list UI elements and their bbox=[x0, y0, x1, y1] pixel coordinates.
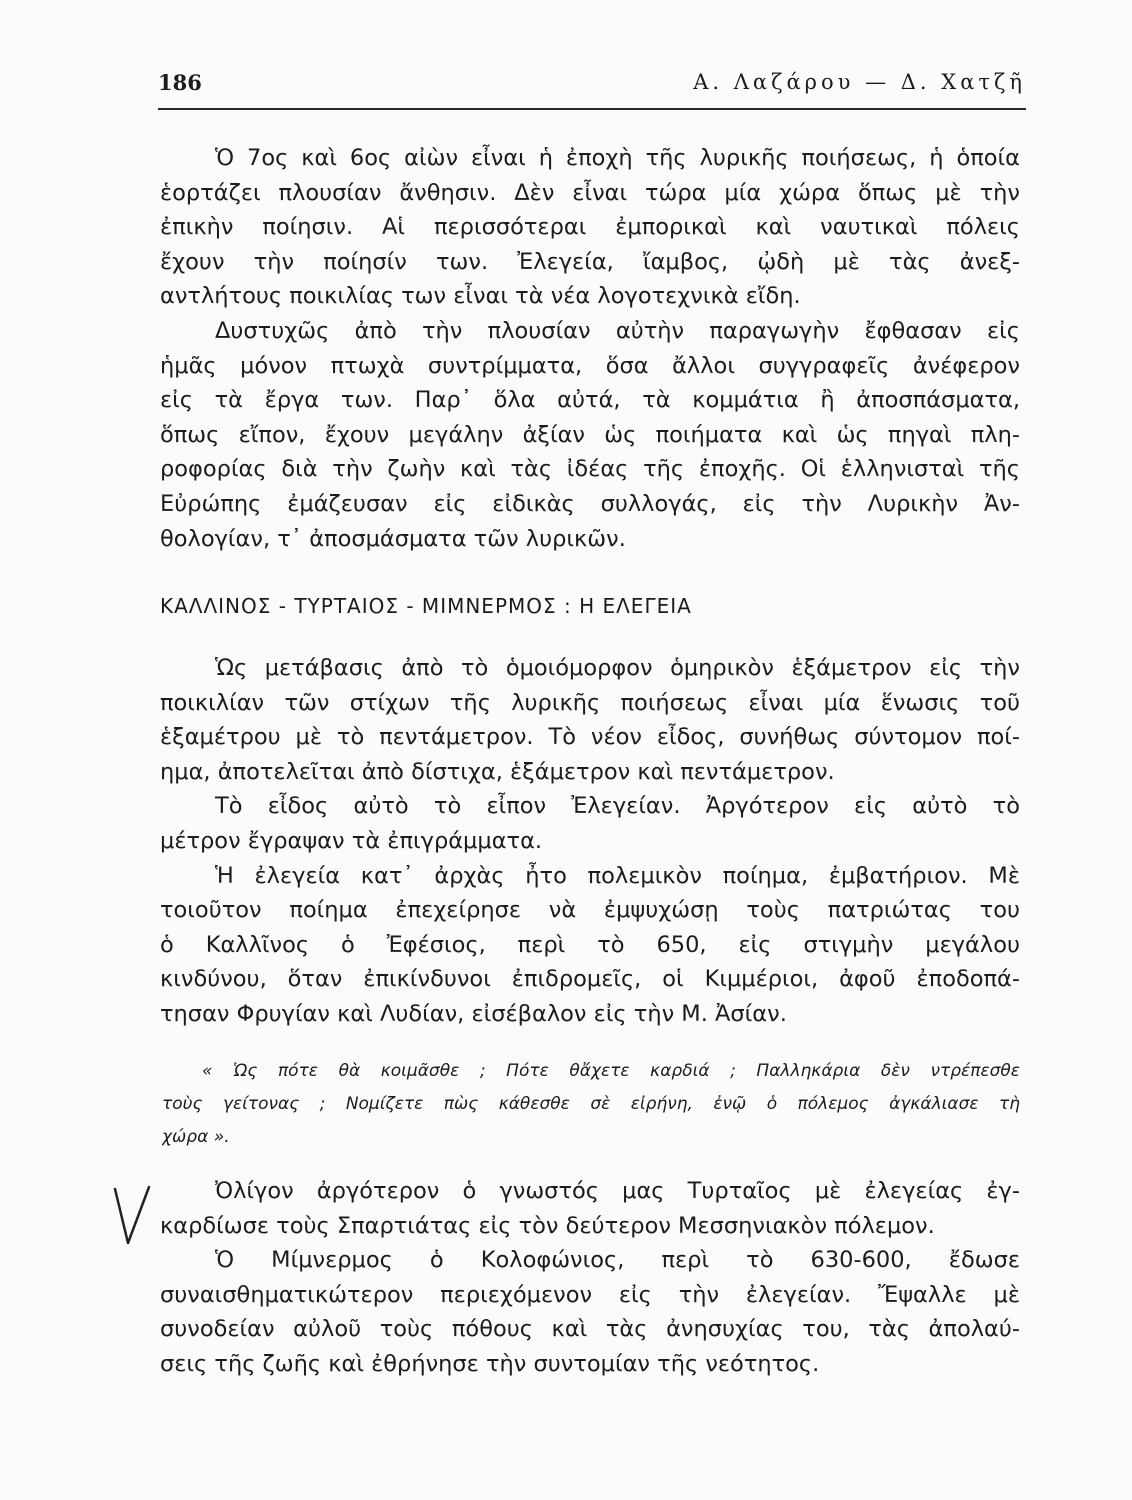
handwritten-check-mark bbox=[112, 1185, 152, 1247]
text-line: ἑξαμέτρου μὲ τὸ πεντάμετρον. Τὸ νέον εἶδος, συνήθως σύντομον ποί- bbox=[160, 724, 1020, 751]
text-line: Ὀλίγον ἀργότερον ὁ γνωστός μας Τυρταῖος μὲ ἐλεγείας ἐγ- bbox=[215, 1178, 1020, 1204]
text-line: ποικιλίαν τῶν στίχων τῆς λυρικῆς ποιήσεως εἶναι μία ἕνωσις τοῦ bbox=[160, 689, 1020, 716]
text-line: θολογίαν, τ᾽ ἀποσμάσματα τῶν λυρικῶν. bbox=[160, 525, 626, 552]
text-line: Τὸ εἶδος αὐτὸ τὸ εἶπον Ἐλεγείαν. Ἀργότερον εἰς αὐτὸ τὸ bbox=[215, 793, 1020, 820]
section-3 bbox=[160, 1174, 1020, 1382]
text-line: ἡμᾶς μόνον πτωχὰ συντρίμματα, ὅσα ἄλλοι συγγραφεῖς ἀνέφερον bbox=[160, 352, 1020, 379]
text-line: Ὁ Μίμνερμος ὁ Κολοφώνιος, περὶ τὸ 630-600, ἔδωσε bbox=[215, 1247, 1020, 1274]
text-line: ἐπικὴν ποίησιν. Αἱ περισσότεραι ἐμπορικαὶ καὶ ναυτικαὶ πόλεις bbox=[160, 214, 1020, 241]
text-line: Ἡ ἐλεγεία κατ᾽ ἀρχὰς ἦτο πολεμικὸν ποίημα, ἐμβατήριον. Μὲ bbox=[215, 862, 1020, 889]
quote-block bbox=[162, 1055, 1020, 1154]
text-line: εἰς τὰ ἔργα των. Παρ᾽ ὅλα αὐτά, τὰ κομμάτια ἢ ἀποσπάσματα, bbox=[160, 387, 1020, 414]
text-line: ὅπως εἴπον, ἔχουν μεγάλην ἀξίαν ὡς ποιήματα καὶ ὡς πηγαὶ πλη- bbox=[160, 421, 1020, 448]
text-line: ημα, ἀποτελεῖται ἀπὸ δίστιχα, ἑξάμετρον καὶ πεντάμετρον. bbox=[160, 758, 835, 785]
text-line: Ὡς μετάβασις ἀπὸ τὸ ὁμοιόμορφον ὁμηρικὸν ἑξάμετρον εἰς τὴν bbox=[215, 655, 1020, 681]
text-line: ὁ Καλλῖνος ὁ Ἐφέσιος, περὶ τὸ 650, εἰς στιγμὴν μεγάλου bbox=[160, 931, 1020, 958]
text-line: Ὁ 7ος καὶ 6ος αἰὼν εἶναι ἡ ἐποχὴ τῆς λυρικῆς ποιήσεως, ἡ ὁποία bbox=[215, 145, 1020, 171]
text-line: ἔχουν τὴν ποίησίν των. Ἐλεγεία, ἴαμβος, ᾠδὴ μὲ τὰς ἀνεξ- bbox=[160, 248, 1020, 275]
text-line: τοιοῦτον ποίημα ἐπεχείρησε νὰ ἐμψυχώσῃ τοὺς πατριώτας του bbox=[160, 897, 1020, 924]
quote-line: « Ὡς πότε θὰ κοιμᾶσθε ; Πότε θἄχετε καρδιά ; Παλληκάρια δὲν ντρέπεσθε bbox=[202, 1061, 1020, 1081]
section-heading: ΚΑΛΛΙΝΟΣ - ΤΥΡΤΑΙΟΣ - ΜΙΜΝΕΡΜΟΣ : Η ΕΛΕΓΕΙΑ bbox=[160, 594, 692, 618]
text-line: ἑορτάζει πλουσίαν ἄνθησιν. Δὲν εἶναι τώρα μία χώρα ὅπως μὲ τὴν bbox=[160, 179, 1020, 206]
text-line: Δυστυχῶς ἀπὸ τὴν πλουσίαν αὐτὴν παραγωγὴν ἔφθασαν εἰς bbox=[215, 317, 1020, 344]
text-line: σεις τῆς ζωῆς καὶ ἐθρήνησε τὴν συντομίαν τῆς νεότητος. bbox=[160, 1350, 820, 1377]
text-line: αντλήτους ποικιλίας των εἶναι τὰ νέα λογοτεχνικὰ εἴδη. bbox=[160, 283, 801, 310]
text-line: μέτρον ἔγραψαν τὰ ἐπιγράμματα. bbox=[160, 827, 543, 854]
text-line: Εὐρώπης ἐμάζευσαν εἰς εἰδικὰς συλλογάς, εἰς τὴν Λυρικὴν Ἀν- bbox=[160, 490, 1020, 517]
section-1 bbox=[160, 141, 1020, 556]
text-line: κινδύνου, ὅταν ἐπικίνδυνοι ἐπιδρομεῖς, οἱ Κιμμέριοι, ἀφοῦ ἐποδοπά- bbox=[160, 966, 1020, 993]
text-line: τησαν Φρυγίαν καὶ Λυδίαν, εἰσέβαλον εἰς τὴν Μ. Ἀσίαν. bbox=[160, 1000, 787, 1027]
quote-line: τοὺς γείτονας ; Νομίζετε πὼς κάθεσθε σὲ εἰρήνη, ἐνῷ ὁ πόλεμος ἀγκάλιασε τὴ bbox=[162, 1094, 1020, 1114]
page-header bbox=[158, 70, 1026, 110]
text-line: συναισθηματικώτερον περιεχόμενον εἰς τὴν ἐλεγείαν. Ἔψαλλε μὲ bbox=[160, 1281, 1020, 1308]
text-line: ροφορίας διὰ τὴν ζωὴν καὶ τὰς ἰδέας τῆς ἐποχῆς. Οἱ ἑλληνισταὶ τῆς bbox=[160, 456, 1020, 483]
page-number: 186 bbox=[158, 70, 202, 95]
text-line: συνοδείαν αὐλοῦ τοὺς πόθους καὶ τὰς ἀνησυχίας του, τὰς ἀπολαύ- bbox=[160, 1316, 1020, 1343]
header-rule bbox=[158, 108, 1026, 110]
quote-line: χώρα ». bbox=[162, 1127, 230, 1147]
section-2 bbox=[160, 651, 1020, 1032]
text-line: καρδίωσε τοὺς Σπαρτιάτας εἰς τὸν δεύτερον Μεσσηνιακὸν πόλεμον. bbox=[160, 1212, 935, 1239]
running-head: Α. Λαζάρου — Δ. Χατζῆ bbox=[693, 70, 1026, 94]
